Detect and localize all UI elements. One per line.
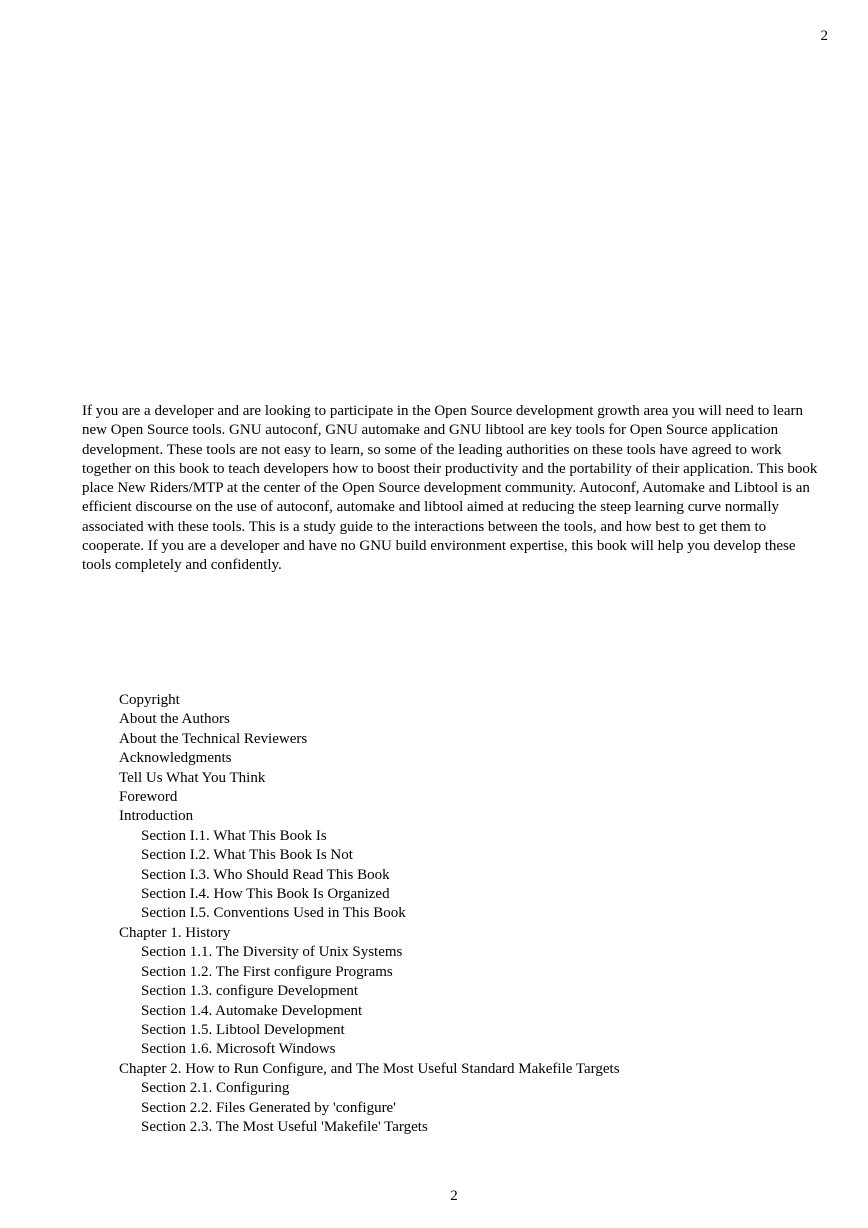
- toc-entry[interactable]: Foreword: [119, 789, 178, 806]
- toc-entry[interactable]: Section I.5. Conventions Used in This Book: [141, 905, 406, 922]
- toc-entry[interactable]: Chapter 1. History: [119, 924, 231, 941]
- toc-entry[interactable]: Section I.2. What This Book Is Not: [141, 847, 353, 864]
- toc-entry[interactable]: Section I.4. How This Book Is Organized: [141, 886, 390, 903]
- toc-entry[interactable]: Introduction: [119, 808, 194, 825]
- toc-entry[interactable]: About the Authors: [119, 711, 230, 728]
- table-of-contents: [119, 691, 639, 1137]
- toc-entry[interactable]: Section 1.3. configure Development: [141, 983, 359, 1000]
- toc-entry[interactable]: Section 2.1. Configuring: [141, 1080, 290, 1097]
- page-number-top: 2: [820, 28, 828, 44]
- toc-entry[interactable]: Section 1.1. The Diversity of Unix Systems: [141, 944, 403, 961]
- toc-entry[interactable]: About the Technical Reviewers: [119, 730, 308, 747]
- toc-entry[interactable]: Acknowledgments: [119, 750, 232, 767]
- toc-entry[interactable]: Tell Us What You Think: [119, 769, 266, 786]
- toc-entry[interactable]: Section 1.4. Automake Development: [141, 1002, 363, 1019]
- toc-entry[interactable]: Chapter 2. How to Run Configure, and The Most Useful Standard Makefile Targets: [119, 1060, 620, 1077]
- toc-entry[interactable]: Section 1.2. The First configure Programs: [141, 963, 393, 980]
- toc-entry[interactable]: Section 1.5. Libtool Development: [141, 1021, 345, 1038]
- toc-entry[interactable]: Section 2.2. Files Generated by 'configure': [141, 1099, 396, 1116]
- toc-entry[interactable]: Section I.3. Who Should Read This Book: [141, 866, 390, 883]
- toc-entry[interactable]: Copyright: [119, 692, 180, 708]
- book-description: If you are a developer and are looking to participate in the Open Source development growth area you will need to learn new Open Source tools. GNU autoconf, GNU automake and GNU libtool are key tools for Open Source application development. These tools are not easy to learn, so some of the leading authorities on these tools have agreed to work together on this book to teach developers how to boost their productivity and the portability of their application. This book place New Riders/MTP at the center of the Open Source development community. Autoconf, Automake and Libtool is an efficient discourse on the use of autoconf, automake and libtool aimed at reducing the steep learning curve normally associated with these tools. This is a study guide to the interactions between the tools, and how best to get them to cooperate. If you are a developer and have no GNU build environment expertise, this book will help you develop these tools completely and confidently.: [82, 403, 818, 574]
- page-number-bottom: 2: [450, 1188, 458, 1204]
- toc-entry[interactable]: Section 1.6. Microsoft Windows: [141, 1041, 336, 1058]
- toc-entry[interactable]: Section I.1. What This Book Is: [141, 827, 327, 844]
- toc-entry[interactable]: Section 2.3. The Most Useful 'Makefile' Targets: [141, 1118, 428, 1135]
